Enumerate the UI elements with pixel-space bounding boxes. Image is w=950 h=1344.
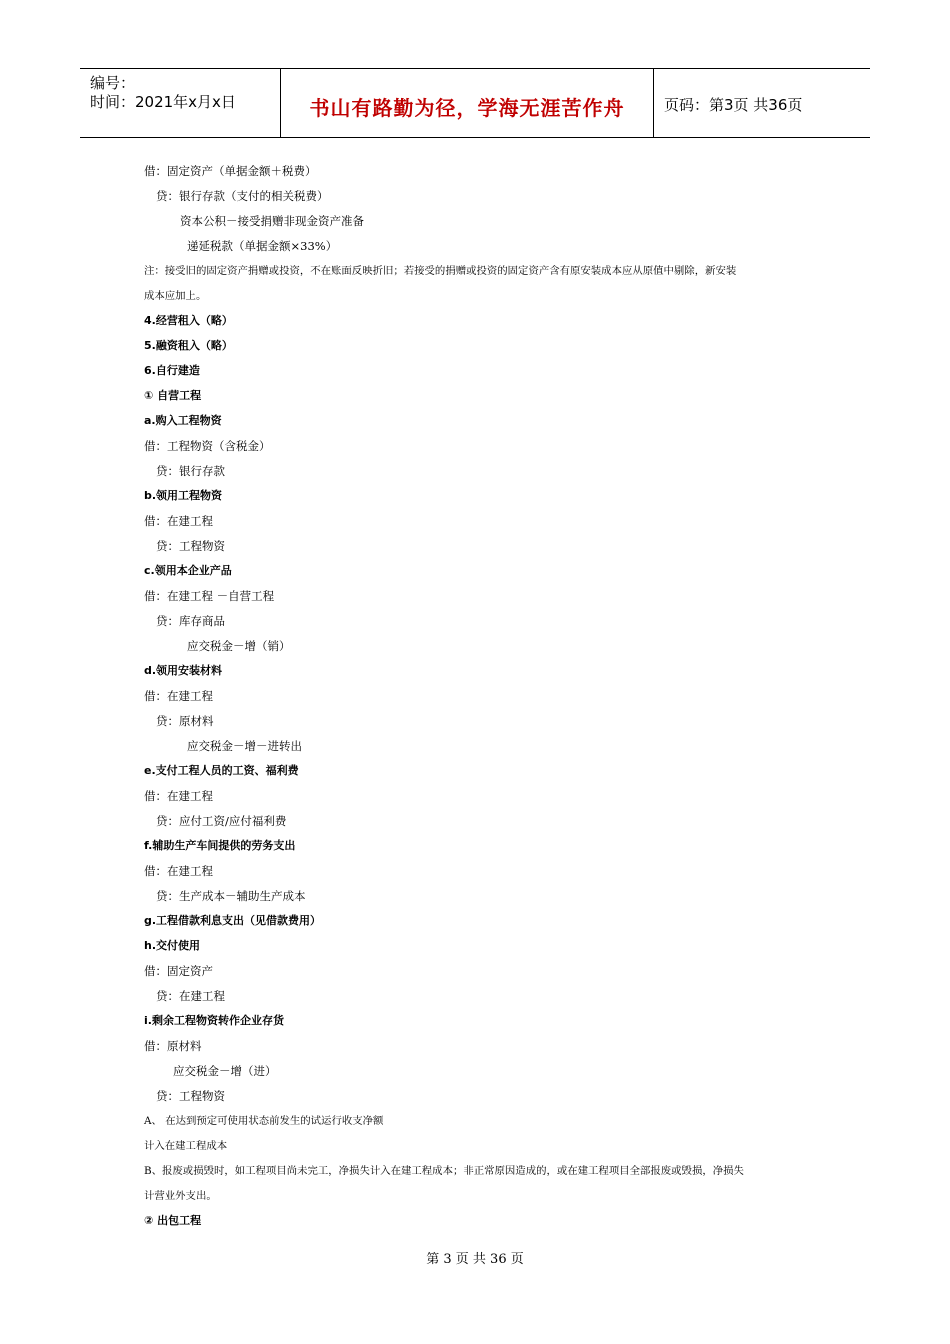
body-line: 资本公积－接受捐赠非现金资产准备 [180,214,364,228]
body-line: 递延税款（单据金额×33%） [187,239,338,253]
document-time-label: 时间：2021年x月x日 [90,93,236,111]
body-line: 贷：应付工资/应付福利费 [156,814,287,828]
note-line: B、报废或损毁时，如工程项目尚未完工，净损失计入在建工程成本；非正常原因造成的，或在建工程项目全部报废或毁损，净损失 [144,1165,744,1177]
item-heading: h.交付使用 [144,939,201,952]
body-line: 借：固定资产 [144,964,213,978]
section-heading: 6.自行建造 [144,364,200,377]
body-line: 借：在建工程 [144,689,213,703]
item-heading: f.辅助生产车间提供的劳务支出 [144,839,296,852]
body-line: 借：固定资产（单据金额＋税费） [144,164,317,178]
note-line: 成本应加上。 [144,290,207,302]
body-line: 贷：工程物资 [156,539,225,553]
body-line: 贷：在建工程 [156,989,225,1003]
body-line: 借：在建工程 [144,864,213,878]
note-line: 注：接受旧的固定资产捐赠或投资，不在账面反映折旧；若接受的捐赠或投资的固定资产含有原安装成本应从原值中剔除，新安装 [144,265,737,277]
body-line: 贷：工程物资 [156,1089,225,1103]
item-heading: c.领用本企业产品 [144,564,232,577]
body-line: 贷：原材料 [156,714,214,728]
body-line: 应交税金－增－进转出 [187,739,302,753]
item-heading: g.工程借款利息支出（见借款费用） [144,914,322,927]
header-right-cell [654,69,870,137]
body-line: 借：在建工程 [144,514,213,528]
body-line: 贷：生产成本－辅助生产成本 [156,889,306,903]
body-line: 贷：银行存款（支付的相关税费） [156,189,329,203]
item-heading: e.支付工程人员的工资、福利费 [144,764,299,777]
page-footer: 第 3 页 共 36 页 [426,1252,524,1267]
section-heading: 5.融资租入（略） [144,339,233,352]
header-motto: 书山有路勤为径，学海无涯苦作舟 [309,96,625,120]
body-line: 应交税金－增（进） [173,1064,277,1078]
body-line: 借：工程物资（含税金） [144,439,271,453]
subsection-heading: ② 出包工程 [144,1214,202,1227]
header-page-indicator: 页码：第3页 共36页 [664,96,803,114]
document-number-label: 编号： [90,74,136,92]
note-line: 计营业外支出。 [144,1190,217,1202]
header-left-cell [80,69,281,137]
body-line: 应交税金－增（销） [187,639,291,653]
body-line: 贷：银行存款 [156,464,225,478]
subsection-heading: ① 自营工程 [144,389,202,402]
body-line: 借：原材料 [144,1039,202,1053]
section-heading: 4.经营租入（略） [144,314,233,327]
note-line: 计入在建工程成本 [144,1140,228,1152]
item-heading: i.剩余工程物资转作企业存货 [144,1014,284,1027]
header-middle-cell [281,69,654,137]
item-heading: d.领用安装材料 [144,664,223,677]
item-heading: b.领用工程物资 [144,489,223,502]
note-line: A、 在达到预定可使用状态前发生的试运行收支净额 [144,1115,384,1127]
body-line: 借：在建工程 [144,789,213,803]
body-line: 贷：库存商品 [156,614,225,628]
body-line: 借：在建工程 －自营工程 [144,589,275,603]
page-header [80,68,870,138]
item-heading: a.购入工程物资 [144,414,222,427]
